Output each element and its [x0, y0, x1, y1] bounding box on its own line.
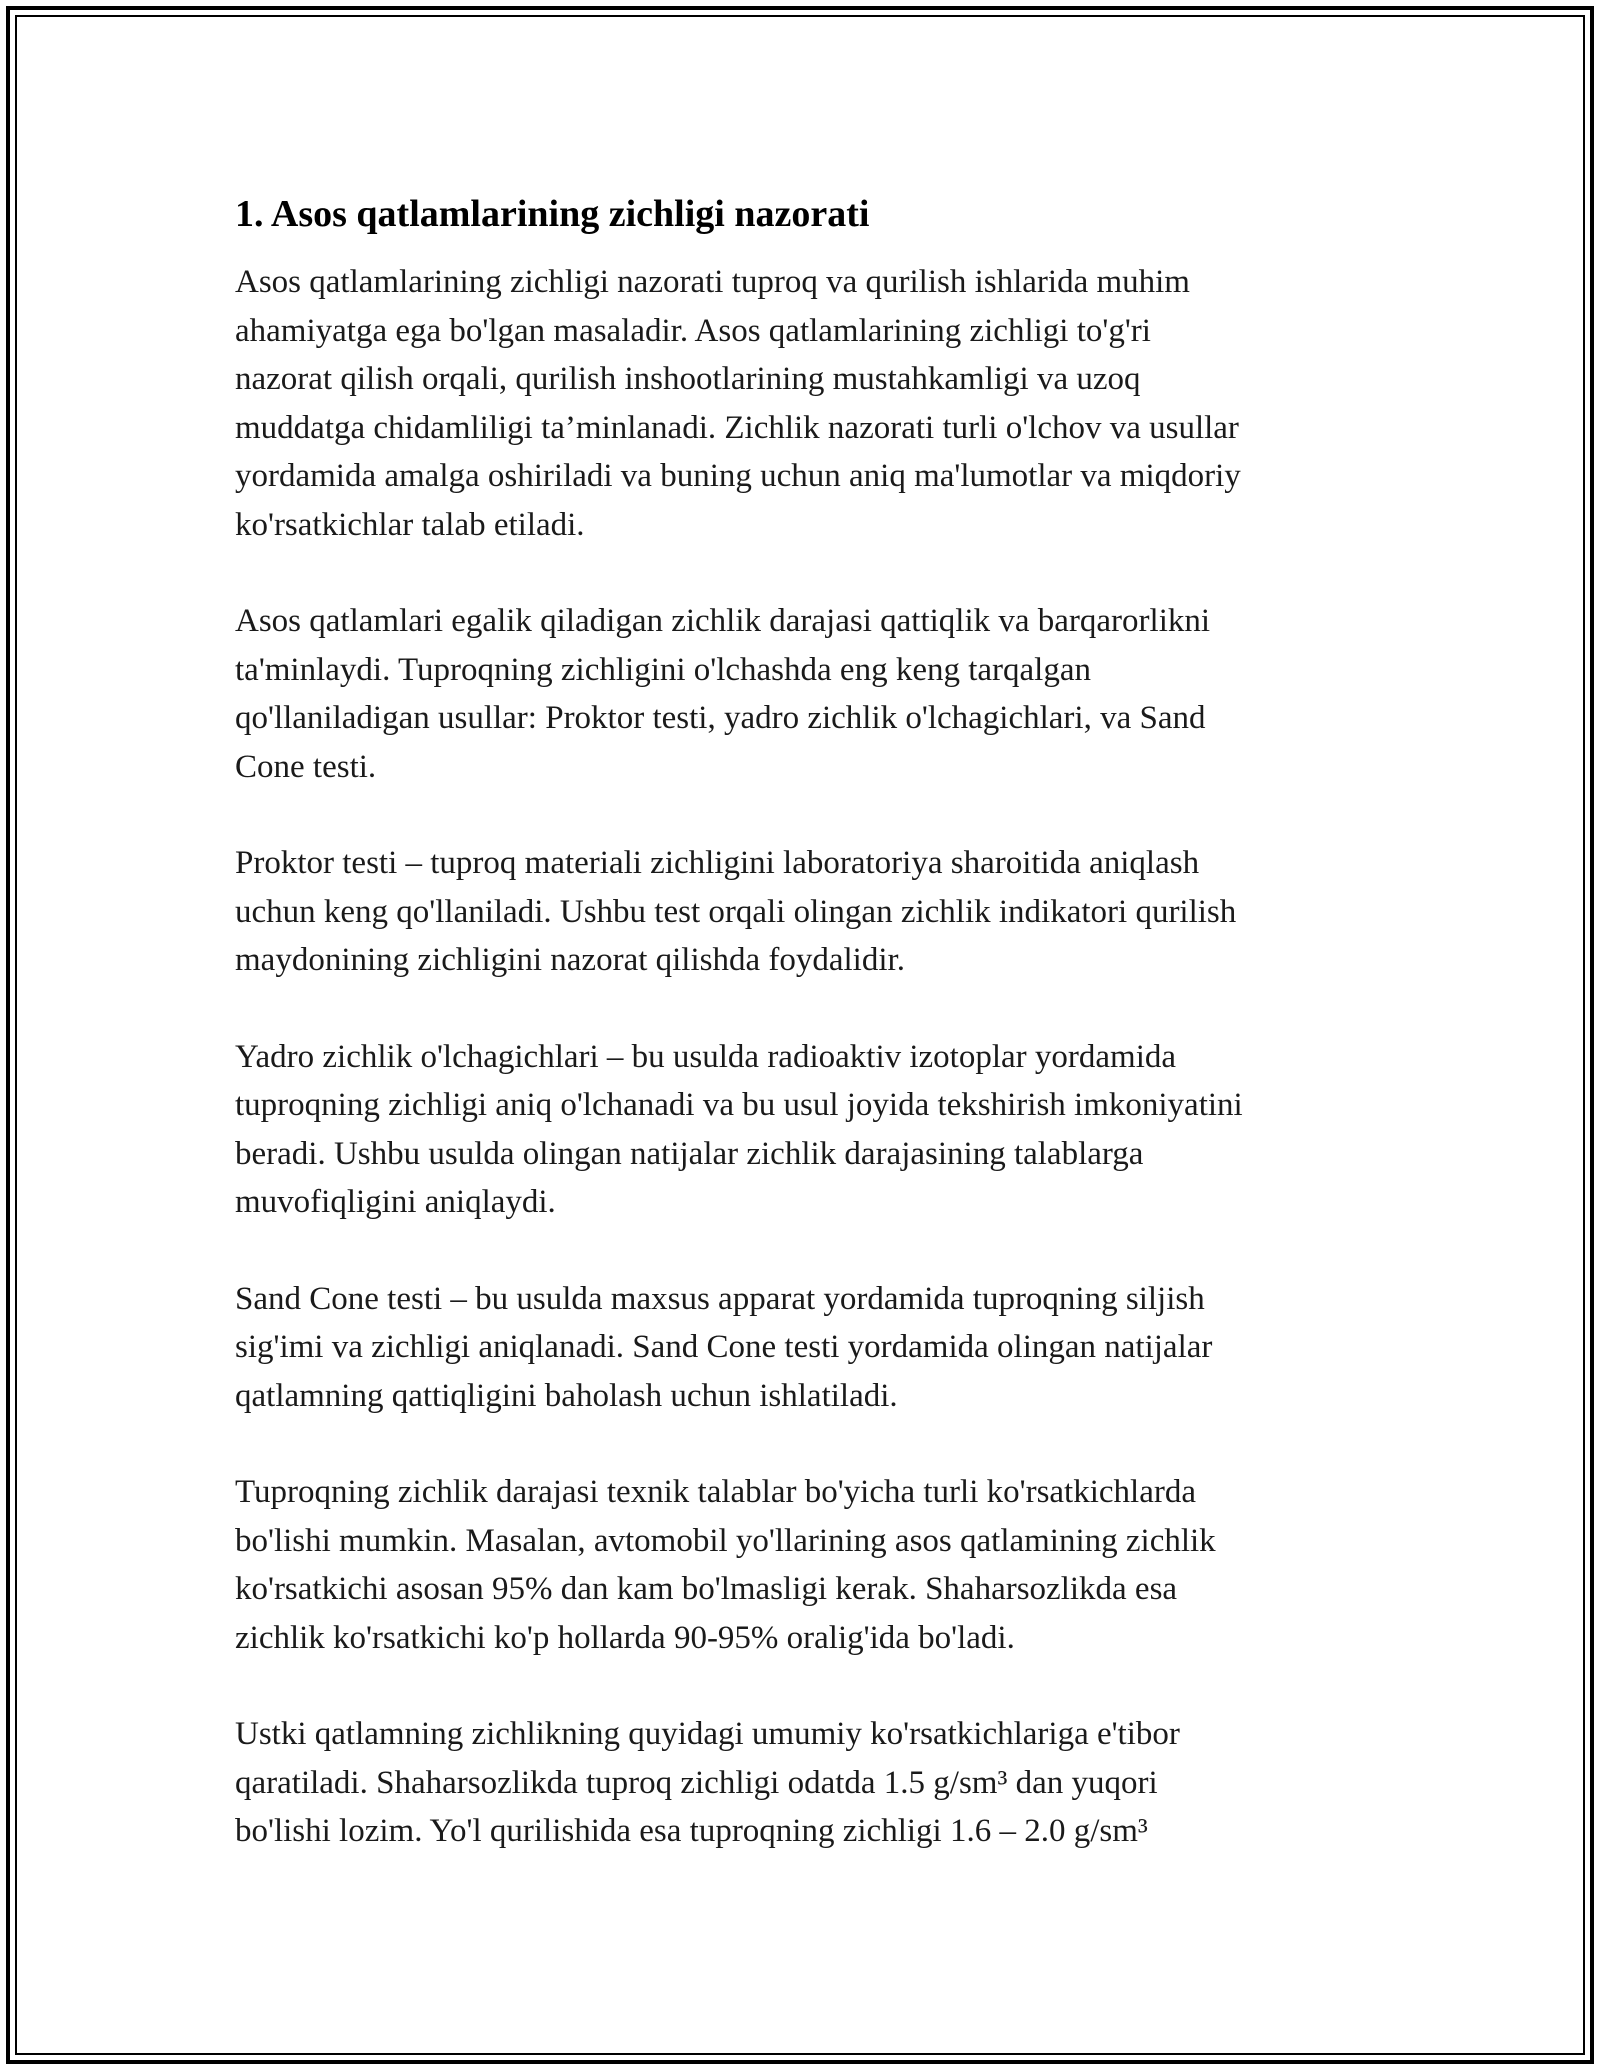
text-line: sig'imi va zichligi aniqlanadi. Sand Cone testi yordamida olingan natijalar — [235, 1329, 1213, 1365]
section-heading: 1. Asos qatlamlarining zichligi nazorati — [235, 193, 870, 235]
paragraph-3 — [235, 839, 1365, 985]
text-line: Sand Cone testi – bu usulda maxsus apparat yordamida tuproqning siljish — [235, 1280, 1205, 1317]
paragraph-1 — [235, 258, 1365, 549]
text-line: yordamida amalga oshiriladi va buning uchun aniq ma'lumotlar va miqdoriy — [235, 458, 1241, 494]
text-line: ta'minlaydi. Tuproqning zichligini o'lchashda eng keng tarqalgan — [235, 651, 1091, 688]
text-line: zichlik ko'rsatkichi ko'p hollarda 90-95% oralig'ida bo'ladi. — [235, 1619, 1015, 1656]
text-line: muvofiqligini aniqlaydi. — [235, 1184, 556, 1220]
text-line: beradi. Ushbu usulda olingan natijalar zichlik darajasining talablarga — [235, 1135, 1144, 1172]
text-line: qo'llaniladigan usullar: Proktor testi, yadro zichlik o'lchagichlari, va Sand — [235, 700, 1206, 736]
text-line: qaratiladi. Shaharsozlikda tuproq zichligi odatda 1.5 g/sm³ dan yuqori — [235, 1764, 1158, 1801]
document-body — [235, 188, 1365, 1904]
text-line: ko'rsatkichi asosan 95% dan kam bo'lmasligi kerak. Shaharsozlikda esa — [235, 1571, 1178, 1607]
text-line: maydonining zichligini nazorat qilishda foydalidir. — [235, 942, 905, 978]
paragraph-7 — [235, 1710, 1365, 1856]
text-line: Asos qatlamlari egalik qiladigan zichlik darajasi qattiqlik va barqarorlikni — [235, 603, 1211, 639]
text-line: Yadro zichlik o'lchagichlari – bu usulda radioaktiv izotoplar yordamida — [235, 1038, 1177, 1075]
text-line: qatlamning qattiqligini baholash uchun ishlatiladi. — [235, 1377, 898, 1414]
text-line: Proktor testi – tuproq materiali zichligini laboratoriya sharoitida aniqlash — [235, 845, 1200, 881]
text-line: Tuproqning zichlik darajasi texnik talablar bo'yicha turli ko'rsatkichlarda — [235, 1474, 1196, 1510]
paragraph-4 — [235, 1033, 1365, 1227]
text-line: Asos qatlamlarining zichligi nazorati tuproq va qurilish ishlarida muhim — [235, 264, 1190, 300]
text-line: Cone testi. — [235, 748, 377, 785]
text-line: ko'rsatkichlar talab etiladi. — [235, 506, 585, 543]
text-line: uchun keng qo'llaniladi. Ushbu test orqali olingan zichlik indikatori qurilish — [235, 893, 1237, 930]
text-line: bo'lishi mumkin. Masalan, avtomobil yo'llarining asos qatlamining zichlik — [235, 1522, 1216, 1559]
text-line: nazorat qilish orqali, qurilish inshootlarining mustahkamligi va uzoq — [235, 361, 1141, 397]
paragraph-6 — [235, 1468, 1365, 1662]
text-line: muddatga chidamliligi ta’minlanadi. Zichlik nazorati turli o'lchov va usullar — [235, 409, 1239, 446]
text-line: tuproqning zichligi aniq o'lchanadi va bu usul joyida tekshirish imkoniyatini — [235, 1087, 1243, 1123]
paragraph-5 — [235, 1275, 1365, 1421]
text-line: bo'lishi lozim. Yo'l qurilishida esa tuproqning zichligi 1.6 – 2.0 g/sm³ — [235, 1813, 1148, 1849]
paragraph-2 — [235, 597, 1365, 791]
text-line: Ustki qatlamning zichlikning quyidagi umumiy ko'rsatkichlariga e'tibor — [235, 1716, 1180, 1752]
text-line: ahamiyatga ega bo'lgan masaladir. Asos qatlamlarining zichligi to'g'ri — [235, 312, 1151, 349]
